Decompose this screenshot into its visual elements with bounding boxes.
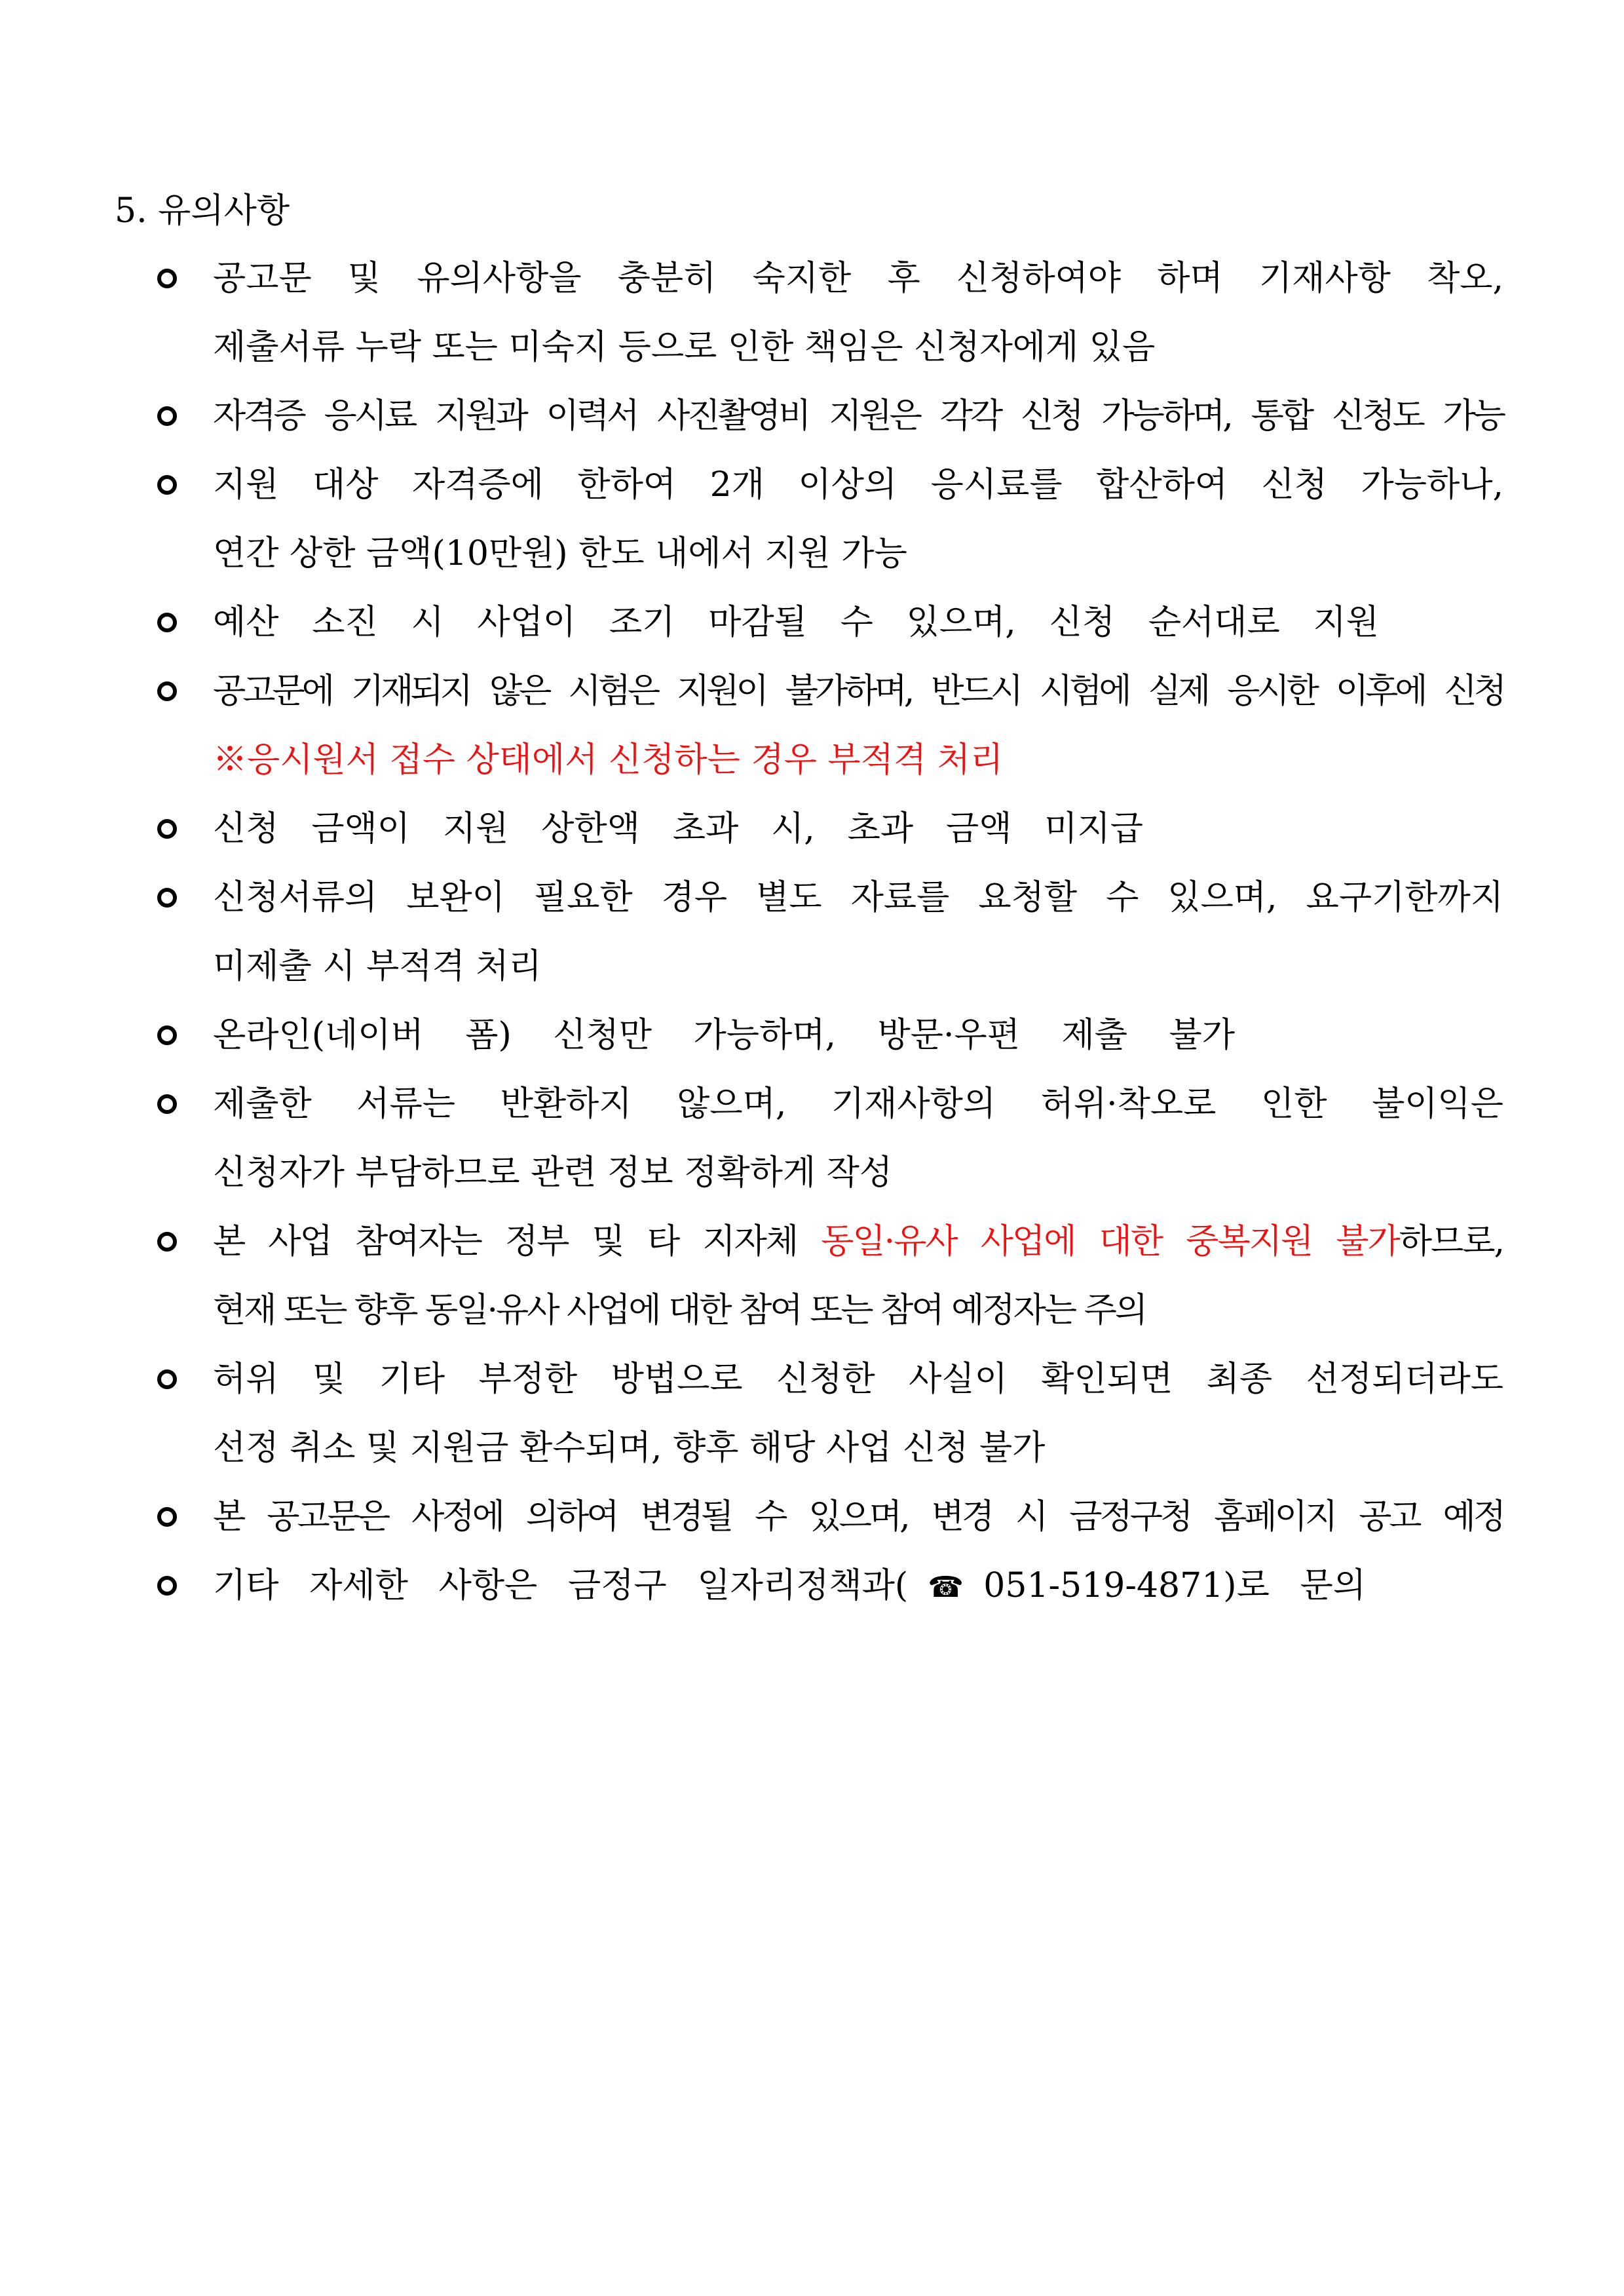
item-text (213, 1215, 1503, 1268)
section-heading: 5. 유의사항 (115, 191, 290, 231)
circle-bullet-icon (157, 1507, 177, 1527)
item-text: 온라인(네이버 폼) 신청만 가능하며, 방문·우편 제출 불가 (213, 1016, 1235, 1055)
item-text: 허위 및 기타 부정한 방법으로 신청한 사실이 확인되면 최종 선정되더라도 (213, 1360, 1503, 1399)
item-text-continued: 연간 상한 금액(10만원) 한도 내에서 지원 가능 (213, 534, 907, 573)
item-text: 본 공고문은 사정에 의하여 변경될 수 있으며, 변경 시 금정구청 홈페이지 공고 예정 (213, 1497, 1503, 1537)
item-text-start: 본 사업 참여자는 정부 및 타 지자체 (213, 1222, 821, 1261)
contact-text-start: 기타 자세한 사항은 금정구 일자리정책과( (213, 1566, 909, 1605)
item-text-continued: 제출서류 누락 또는 미숙지 등으로 인한 책임은 신청자에게 있음 (213, 328, 1156, 367)
item-text: 자격증 응시료 지원과 이력서 사진촬영비 지원은 각각 신청 가능하며, 통합 신청도 가능 (213, 396, 1503, 436)
circle-bullet-icon (157, 1369, 177, 1389)
circle-bullet-icon (157, 613, 177, 632)
circle-bullet-icon (157, 1232, 177, 1252)
circle-bullet-icon (157, 1094, 177, 1114)
duplicate-support-warning: 동일·유사 사업에 대한 중복지원 불가 (821, 1222, 1399, 1261)
item-text: 제출한 서류는 반환하지 않으며, 기재사항의 허위·착오로 인한 불이익은 (213, 1084, 1503, 1124)
circle-bullet-icon (157, 681, 177, 701)
telephone-icon: ☎ (908, 1571, 984, 1604)
circle-bullet-icon (157, 1025, 177, 1045)
circle-bullet-icon (157, 475, 177, 495)
item-text: 예산 소진 시 사업이 조기 마감될 수 있으며, 신청 순서대로 지원 (213, 603, 1379, 642)
item-text-continued: 신청자가 부담하므로 관련 정보 정확하게 작성 (213, 1153, 893, 1193)
item-text-continued: 미제출 시 부적격 처리 (213, 947, 542, 986)
item-text-continued: 선정 취소 및 지원금 환수되며, 향후 해당 사업 신청 불가 (213, 1428, 1046, 1468)
item-text (213, 1559, 1366, 1614)
circle-bullet-icon (157, 269, 177, 288)
item-text: 신청서류의 보완이 필요한 경우 별도 자료를 요청할 수 있으며, 요구기한까지 (213, 878, 1503, 917)
item-text-continued: 현재 또는 향후 동일·유사 사업에 대한 참여 또는 참여 예정자는 주의 (213, 1291, 1146, 1330)
item-text: 공고문에 기재되지 않은 시험은 지원이 불가하며, 반드시 시험에 실제 응시한 이후에 신청 (213, 672, 1503, 711)
item-text: 공고문 및 유의사항을 충분히 숙지한 후 신청하여야 하며 기재사항 착오, (213, 259, 1503, 298)
item-text: 지원 대상 자격증에 한하여 2개 이상의 응시료를 합산하여 신청 가능하나, (213, 465, 1503, 505)
contact-text-end: )로 문의 (1223, 1566, 1366, 1605)
circle-bullet-icon (157, 819, 177, 839)
item-text: 신청 금액이 지원 상한액 초과 시, 초과 금액 미지급 (213, 809, 1143, 849)
circle-bullet-icon (157, 406, 177, 426)
item-text-end: 하므로, (1399, 1222, 1503, 1261)
circle-bullet-icon (157, 888, 177, 908)
warning-note: ※응시원서 접수 상태에서 신청하는 경우 부적격 처리 (213, 740, 1004, 780)
phone-number: 051-519-4871 (983, 1566, 1224, 1605)
circle-bullet-icon (157, 1576, 177, 1596)
